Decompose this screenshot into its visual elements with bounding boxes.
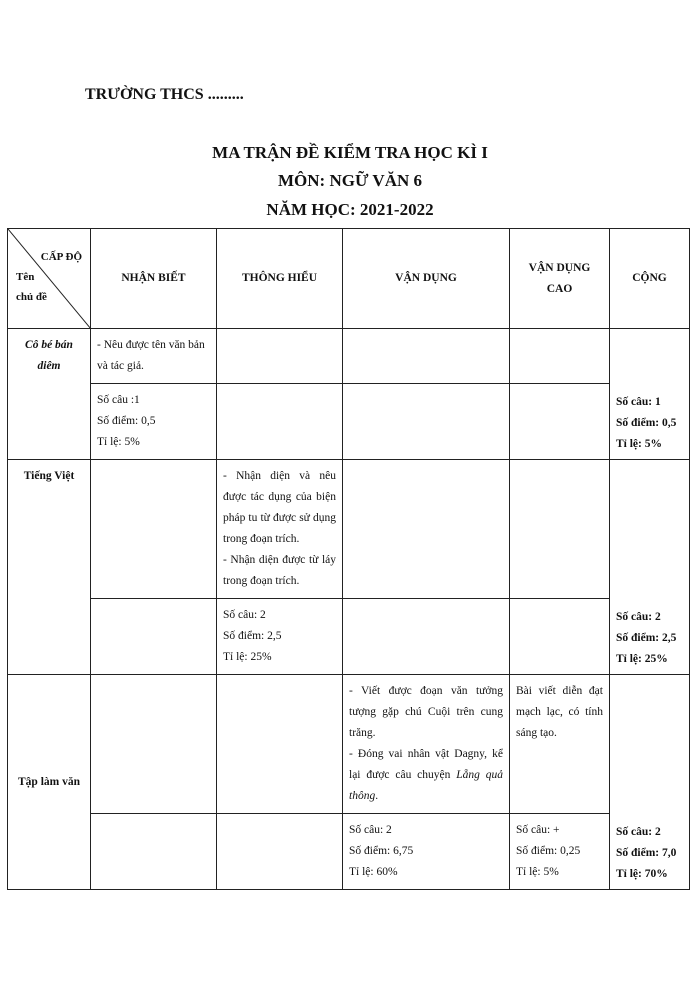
empty-cell [217,675,343,814]
empty-cell [510,460,610,599]
topic-cell: Tiếng Việt [8,460,91,675]
empty-cell [343,384,510,460]
col-header-advanced-application [510,229,610,329]
level-label: CẤP ĐỘ [40,251,82,263]
stat-points: Số điểm: 6,75 [349,845,414,857]
stat-ratio: Tỉ lệ: 5% [516,866,559,878]
nb-content-cell [91,329,217,384]
th-stats-cell [217,599,343,675]
total-cell [610,675,690,890]
stat-questions: Số câu: 2 [223,609,266,621]
vd-content-cell [343,675,510,814]
total-ratio: Tỉ lệ: 25% [616,653,668,665]
empty-cell [343,460,510,599]
total-cell [610,460,690,675]
total-ratio: Tỉ lệ: 70% [616,868,668,880]
table-row [8,460,690,599]
document-year: NĂM HỌC: 2021-2022 [266,200,434,219]
total-points: Số điểm: 0,5 [616,417,677,429]
empty-cell [343,329,510,384]
empty-cell [91,675,217,814]
empty-cell [217,384,343,460]
exam-matrix-table [7,228,690,890]
table-header-row [8,229,690,329]
stat-ratio: Tỉ lệ: 5% [97,436,140,448]
corner-header-cell [8,229,91,329]
stat-questions: Số câu :1 [97,394,140,406]
topic-cell: Cô bé bán diêm [8,329,91,460]
vdc-stats-cell [510,814,610,890]
topic-cell: Tập làm văn [8,675,91,890]
empty-cell [510,599,610,675]
content-line: - Nhận diện được từ láy trong đoạn trích. [223,554,336,587]
table-row [8,384,690,460]
topic-label-line2: chủ đề [16,291,47,303]
col-header-advanced-line2: CAO [546,282,573,295]
content-line [349,744,503,807]
topic-label-line1: Tên [16,271,35,283]
col-header-advanced-line1: VẬN DỤNG [528,261,591,274]
table-row [8,599,690,675]
document-subject: MÔN: NGỮ VĂN 6 [277,171,422,190]
vdc-content-cell: Bài viết diễn đạt mạch lạc, có tính sáng tạo. [510,675,610,814]
total-ratio: Tỉ lệ: 5% [616,438,662,450]
content-line: - Nhận diện và nêu được tác dụng của biện pháp tu từ được sử dụng trong đoạn trích. [223,470,336,545]
total-questions: Số câu: 2 [616,826,661,838]
nb-stats-cell [91,384,217,460]
document-title: MA TRẬN ĐỀ KIỂM TRA HỌC KÌ I [212,143,488,162]
table-row [8,329,690,384]
table-row [8,814,690,890]
content-text: - Đóng vai nhân vật Dagny, kể lại được câu chuyện [349,748,503,781]
total-points: Số điểm: 7,0 [616,847,677,859]
empty-cell [217,329,343,384]
col-header-total: CỘNG [610,229,690,329]
empty-cell [91,814,217,890]
empty-cell [510,329,610,384]
stat-questions: Số câu: 2 [349,824,392,836]
stat-points: Số điểm: 0,25 [516,845,581,857]
story-title: Lẵng quả thông [349,769,503,802]
col-header-recognition: NHẬN BIẾT [91,229,217,329]
content-line: - Nêu được tên văn bản [97,339,205,351]
total-questions: Số câu: 1 [616,396,661,408]
empty-cell [343,599,510,675]
total-cell [610,329,690,460]
empty-cell [217,814,343,890]
stat-ratio: Tỉ lệ: 25% [223,651,272,663]
stat-points: Số điểm: 0,5 [97,415,156,427]
empty-cell [91,599,217,675]
stat-ratio: Tỉ lệ: 60% [349,866,398,878]
content-line: - Viết được đoạn văn tưởng tượng gặp chú Cuội trên cung trăng. [349,685,503,739]
school-name: TRƯỜNG THCS ......... [85,86,244,103]
vd-stats-cell [343,814,510,890]
empty-cell [91,460,217,599]
col-header-understanding: THÔNG HIỂU [217,229,343,329]
total-points: Số điểm: 2,5 [616,632,677,644]
col-header-application: VẬN DỤNG [343,229,510,329]
th-content-cell [217,460,343,599]
content-line: và tác giả. [97,360,144,372]
total-questions: Số câu: 2 [616,611,661,623]
empty-cell [510,384,610,460]
content-text: . [375,790,379,802]
table-row [8,675,690,814]
stat-questions: Số câu: + [516,824,560,836]
stat-points: Số điểm: 2,5 [223,630,282,642]
